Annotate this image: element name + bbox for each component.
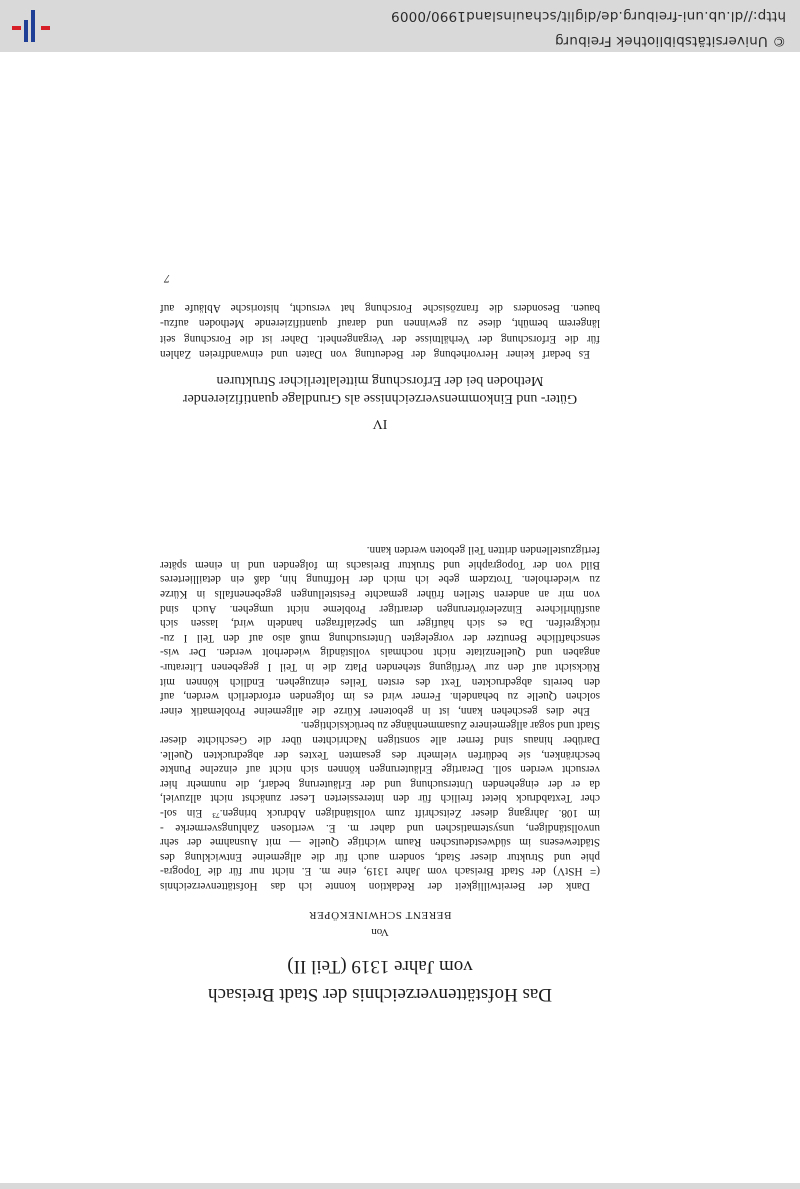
- body-line: Bild von der Topographie und Struktur Breisachs im folgenden und in einem später: [160, 558, 600, 571]
- library-footer: [0, 0, 800, 52]
- body-line: den bereits abgedruckten Text des ersten Teiles einzugehen. Endlich können mit: [160, 675, 600, 688]
- document-title-line-2: vom Jahre 1319 (Teil II): [287, 956, 473, 977]
- body-line: fertigzustellenden dritten Teil geboten werden kann.: [366, 544, 600, 557]
- body-line: Dank der Bereitwilligkeit der Redaktion konnte ich das Hofstättenverzeichnis: [160, 880, 590, 892]
- document-url-link[interactable]: http://dl.ub.uni-freiburg.de/diglit/schauinsland1990/0009: [390, 8, 786, 24]
- logo-left-bar: [41, 26, 50, 30]
- body-line: Darüber hinaus sind ferner alle sonstigen Nachrichten über die Geschichte dieser: [160, 734, 600, 746]
- document-title-line-1: Das Hofstättenverzeichnis der Stadt Breisach: [208, 984, 552, 1005]
- body-line: ausführlichere Einzelerörterungen derartiger Probleme nicht umgehen. Auch sind: [160, 602, 600, 615]
- copyright-text: © Universitätsbibliothek Freiburg: [554, 33, 786, 49]
- section-body-line: für die Erforschung der Verhältnisse der Vergangenheit. Daher ist die Forschung seit: [160, 332, 600, 345]
- body-line: versucht werden soll. Derartige Erläuterungen können sich nicht auf einzelne Punkte: [160, 763, 600, 776]
- body-line: Stadt und sogar allgemeinere Zusammenhänge zu berücksichtigen.: [300, 719, 600, 732]
- section-body-line: Es bedarf keiner Hervorhebung der Bedeutung von Daten und einwandfreien Zahlen: [160, 348, 590, 360]
- body-line: beschränken, sie bedürfen vielmehr des gesamten Textes der abgedruckten Quelle.: [160, 748, 600, 761]
- section-numeral: IV: [372, 416, 388, 431]
- body-line: rückgreifen. Da es sich häufiger um Spezialfragen handeln wird, lassen sich: [160, 617, 600, 630]
- body-line: da er der eingehenden Untersuchung und der Erläuterung bedarf, die nunmehr hier: [160, 777, 600, 790]
- body-line: (= HStV) der Stadt Breisach vom Jahre 1319, eine m. E. nicht nur für die Topogra-: [160, 865, 600, 878]
- document-page: [160, 52, 600, 1189]
- body-line: angaben und Quellenzitate nicht nochmals vollständig wiederholt werden. Der wis-: [160, 646, 600, 659]
- author-preposition: Von: [371, 926, 389, 938]
- body-line: Rücksicht auf den zur Verfügung stehenden Platz die in Teil I gegebenen Literatur-: [160, 661, 600, 673]
- body-line: phie und Struktur dieser Stadt, sondern auch für die allgemeine Entwicklung des: [160, 850, 600, 863]
- logo-right-stem: [24, 20, 28, 42]
- ub-freiburg-logo-icon[interactable]: [10, 8, 52, 44]
- body-line: von mir an anderen Stellen früher gemachte Feststellungen gegebenenfalls in Kürze: [160, 588, 600, 600]
- body-line: Städtewesens im südwestdeutschen Raum wichtige Quelle — mit Ausnahme der sehr: [160, 836, 600, 849]
- body-line: im 108. Jahrgang dieser Zeitschrift zum vollständigen Abdruck bringen.⁷³ Ein sol-: [160, 807, 600, 819]
- body-line: unvollständigen, unsystematischen und daher m. E. wertlosen Zahlungsvermerke -: [160, 821, 600, 834]
- body-line: senschaftliche Benutzer der vorgelegten Untersuchung muß also auf den Teil I zu-: [160, 631, 600, 644]
- author-name: BERENT SCHWINEKÖPER: [308, 909, 452, 921]
- section-heading-line-1: Güter- und Einkommensverzeichnisse als Grundlage quantifizierender: [182, 391, 578, 406]
- body-line: Ehe dies geschehen kann, ist in gebotener Kürze die allgemeine Problematik einer: [160, 704, 590, 717]
- body-line: cher Textabdruck bietet freilich für den interessierten Leser zunächst nicht allzuviel,: [160, 792, 600, 805]
- section-body-line: bauen. Besonders die französische Forschung hat versucht, historische Abläufe auf: [160, 301, 600, 314]
- section-heading-line-2: Methoden bei der Erforschung mittelalterlicher Strukturen: [216, 373, 544, 388]
- section-body-line: längerem bemüht, diese zu gewinnen und darauf quantifizierende Methoden aufzu-: [160, 317, 600, 330]
- logo-right-bar: [12, 26, 21, 30]
- page-number: 7: [164, 272, 170, 284]
- body-line: zu wiederholen. Trotzdem gebe ich mich der Hoffnung hin, daß ein detaillierteres: [160, 573, 600, 586]
- body-line: solchen Quelle zu behandeln. Ferner wird es im folgenden erforderlich werden, auf: [160, 690, 600, 703]
- logo-center-stem: [31, 10, 35, 42]
